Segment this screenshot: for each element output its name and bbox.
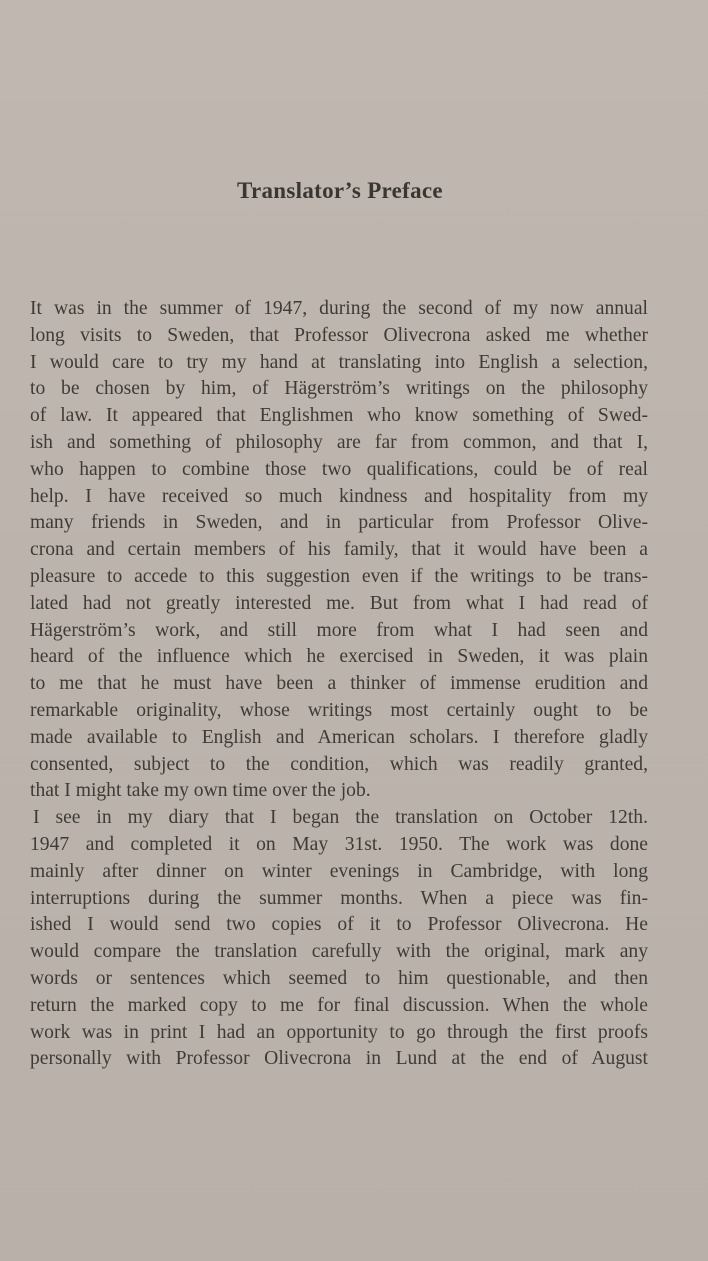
text-line: I see in my diary that I began the translation on October 12th. xyxy=(33,807,648,829)
text-line: would compare the translation carefully with the original, mark any xyxy=(30,941,648,963)
text-line: to me that he must have been a thinker of immense erudition and xyxy=(30,673,648,695)
text-line: work was in print I had an opportunity to go through the first proofs xyxy=(30,1021,648,1043)
text-line: It was in the summer of 1947, during the second of my now annual xyxy=(30,298,648,319)
text-line: help. I have received so much kindness and hospitality from my xyxy=(30,485,648,507)
text-line: mainly after dinner on winter evenings in Cambridge, with long xyxy=(30,860,648,882)
text-line: that I might take my own time over the job. xyxy=(30,780,371,802)
text-line: consented, subject to the condition, which was readily granted, xyxy=(30,753,648,775)
text-line: of law. It appeared that Englishmen who know something of Swed- xyxy=(30,405,648,427)
text-line: long visits to Sweden, that Professor Olivecrona asked me whether xyxy=(30,324,648,346)
text-line: to be chosen by him, of Hägerström’s writings on the philosophy xyxy=(30,378,648,400)
text-line: I would care to try my hand at translating into English a selection, xyxy=(30,351,648,373)
text-line: crona and certain members of his family, that it would have been a xyxy=(30,539,648,561)
text-line: many friends in Sweden, and in particular from Professor Olive- xyxy=(30,512,648,534)
text-line: ish and something of philosophy are far from common, and that I, xyxy=(30,431,648,453)
text-line: interruptions during the summer months. When a piece was fin- xyxy=(30,887,648,909)
page-title: Translator’s Preface xyxy=(237,178,443,203)
text-line: pleasure to accede to this suggestion even if the writings to be trans- xyxy=(30,565,648,587)
text-line: Hägerström’s work, and still more from what I had seen and xyxy=(30,619,648,641)
text-line: return the marked copy to me for final discussion. When the whole xyxy=(30,994,648,1016)
text-line: 1947 and completed it on May 31st. 1950. The work was done xyxy=(30,833,648,855)
text-line: who happen to combine those two qualifications, could be of real xyxy=(30,458,648,480)
text-line: lated had not greatly interested me. But from what I had read of xyxy=(30,592,648,614)
text-line: remarkable originality, whose writings most certainly ought to be xyxy=(30,699,648,721)
text-line: words or sentences which seemed to him questionable, and then xyxy=(30,967,648,989)
text-line: ished I would send two copies of it to Professor Olivecrona. He xyxy=(30,914,648,936)
text-line: made available to English and American scholars. I therefore gladly xyxy=(30,726,648,748)
text-line: heard of the influence which he exercised in Sweden, it was plain xyxy=(30,646,648,668)
text-line: personally with Professor Olivecrona in Lund at the end of August xyxy=(30,1048,648,1070)
preface-body xyxy=(30,296,648,1073)
